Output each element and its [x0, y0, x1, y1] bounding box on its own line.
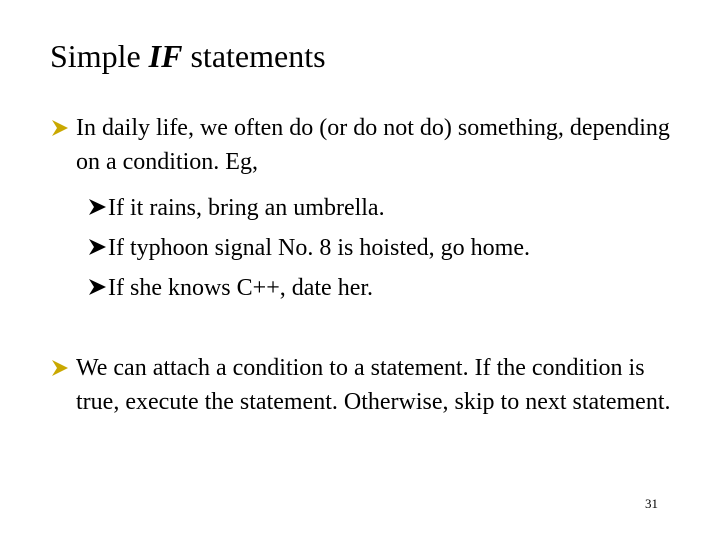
sub-bullet-item-3: [88, 271, 373, 305]
arrowhead-bullet-icon: [88, 271, 108, 305]
bullet-item-2: [50, 351, 690, 419]
arrowhead-bullet-icon: [88, 231, 108, 265]
title-suffix: statements: [182, 38, 326, 74]
sub-bullet-item-1: [88, 191, 385, 225]
title-emphasis: IF: [148, 38, 183, 74]
sub-bullet-text-1: If it rains, bring an umbrella.: [108, 195, 385, 221]
sub-bullet-text-2: If typhoon signal No. 8 is hoisted, go home.: [108, 235, 530, 261]
sub-bullet-item-2: [88, 231, 530, 265]
arrowhead-bullet-icon: [50, 351, 72, 385]
page-number: 31: [645, 496, 658, 511]
title-prefix: Simple: [50, 38, 149, 74]
arrowhead-bullet-icon: [88, 191, 108, 225]
bullet-text-2: We can attach a condition to a statement. If the condition is true, execute the statement. Otherwise, skip to next statement.: [76, 355, 671, 415]
bullet-text-1: In daily life, we often do (or do not do) something, depending on a condition. Eg,: [76, 115, 670, 175]
slide-title: [50, 36, 326, 76]
bullet-item-1: [50, 111, 690, 179]
arrowhead-bullet-icon: [50, 111, 72, 145]
sub-bullet-text-3: If she knows C++, date her.: [108, 275, 374, 301]
